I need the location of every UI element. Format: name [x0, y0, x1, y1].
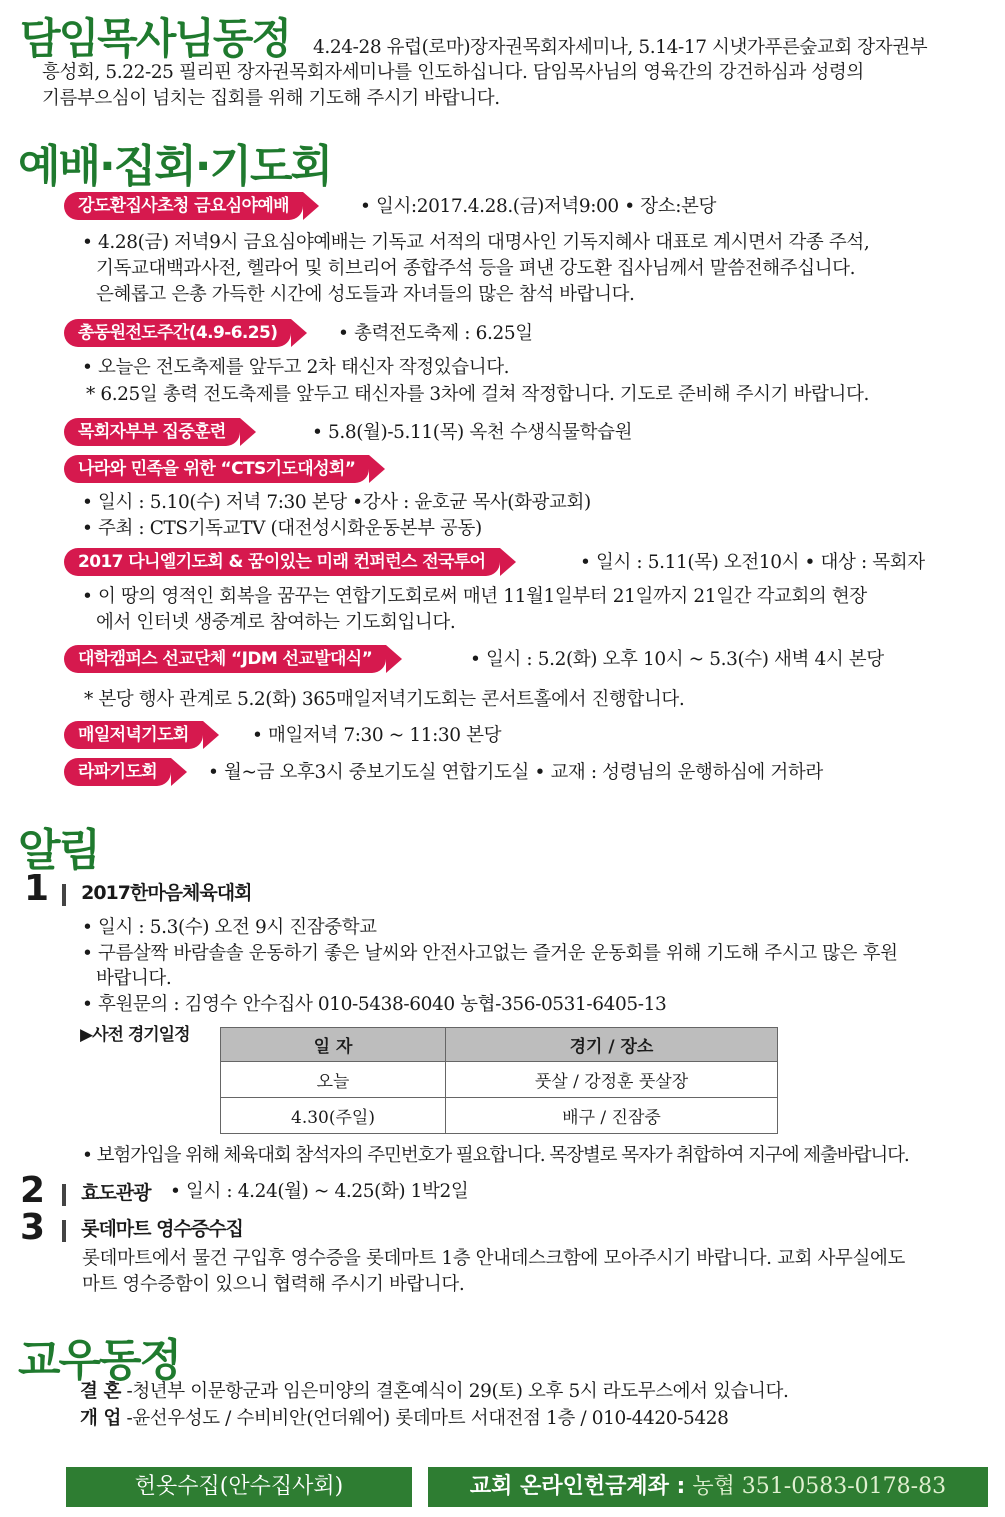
pastor-title: 담임목사님동정	[20, 14, 291, 63]
sports-day-line-3: 바랍니다.	[96, 968, 172, 989]
notice-number-3: 3	[20, 1207, 46, 1248]
table-cell: 풋살 / 강정훈 풋살장	[446, 1062, 778, 1098]
notice-bar-1	[62, 884, 66, 906]
worship-title: 예배·집회·기도회	[18, 141, 331, 192]
daniel-prayer-line-1: • 이 땅의 영적인 회복을 꿈꾸는 연합기도회로써 매년 11월1일부터 21일까지 21일간 각교회의 현장	[82, 586, 867, 607]
pill-rapha-prayer: 라파기도회	[64, 758, 171, 786]
members-title: 교우동정	[18, 1335, 181, 1386]
table-row	[221, 1098, 778, 1134]
jdm-mission-info: • 일시 : 5.2(화) 오후 10시 ~ 5.3(수) 새벽 4시 본당	[470, 649, 884, 670]
sports-day-line-5: • 보험가입을 위해 체육대회 참석자의 주민번호가 필요합니다. 목장별로 목자가 취합하여 지구에 제출바랍니다.	[82, 1145, 909, 1166]
footer-clothes-collection: 헌옷수집(안수집사회)	[66, 1467, 412, 1507]
notice-title: 알림	[18, 825, 100, 876]
notice-1-title: 2017한마음체육대회	[81, 882, 252, 904]
receipt-line-2: 마트 영수증함이 있으니 협력해 주시기 바랍니다.	[82, 1274, 465, 1295]
evangelism-week-line-1: • 오늘은 전도축제를 앞두고 2차 태신자 작정있습니다.	[82, 357, 510, 378]
friday-service-line-3: 은혜롭고 은총 가득한 시간에 성도들과 자녀들의 많은 참석 바랍니다.	[96, 284, 635, 305]
sports-day-line-1: • 일시 : 5.3(수) 오전 9시 진잠중학교	[82, 917, 377, 938]
table-cell: 오늘	[221, 1062, 446, 1098]
friday-service-line-2: 기독교대백과사전, 헬라어 및 히브리어 종합주석 등을 펴낸 강도환 집사님께서 말씀전해주십니다.	[96, 258, 856, 279]
online-offering-label: 교회 온라인헌금계좌 :	[469, 1474, 686, 1499]
pill-cts-prayer: 나라와 민족을 위한 “CTS기도대성회”	[64, 455, 369, 483]
pill-pastor-couple-training: 목회자부부 집중훈련	[64, 418, 240, 446]
cts-prayer-line-1: • 일시 : 5.10(수) 저녁 7:30 본당 •강사 : 윤호균 목사(화광교회)	[82, 492, 591, 513]
wedding-text: -청년부 이문항군과 임은미양의 결혼예식이 29(토) 오후 5시 라도무스에서 있습니다.	[126, 1381, 789, 1402]
table-cell: 4.30(주일)	[221, 1098, 446, 1134]
notice-number-1: 1	[24, 868, 50, 909]
pastor-couple-training-info: • 5.8(월)-5.11(목) 옥천 수생식물학습원	[312, 422, 633, 443]
daniel-prayer-line-2: 에서 인터넷 생중계로 참여하는 기도회입니다.	[96, 612, 456, 633]
table-cell: 배구 / 진잠중	[446, 1098, 778, 1134]
notice-number-2: 2	[20, 1170, 46, 1211]
pill-jdm-mission: 대학캠퍼스 선교단체 “JDM 선교발대식”	[64, 645, 386, 673]
footer-online-offering	[428, 1467, 988, 1507]
pill-friday-service: 강도환집사초청 금요심야예배	[64, 192, 303, 220]
notice-bar-3	[62, 1220, 66, 1242]
pill-evangelism-week: 총동원전도주간(4.9-6.25)	[64, 319, 291, 347]
filial-tour-info: • 일시 : 4.24(월) ~ 4.25(화) 1박2일	[170, 1181, 469, 1202]
sports-day-line-4: • 후원문의 : 김영수 안수집사 010-5438-6040 농협-356-0531-6405-13	[82, 994, 667, 1015]
online-offering-account: 농협 351-0583-0178-83	[692, 1474, 947, 1499]
notice-3-title: 롯데마트 영수증수집	[81, 1218, 243, 1240]
evangelism-week-line-2: * 6.25일 총력 전도축제를 앞두고 태신자를 3차에 걸쳐 작정합니다. 기도로 준비해 주시기 바랍니다.	[86, 384, 869, 405]
pastor-line-3: 기름부으심이 넘치는 집회를 위해 기도해 주시기 바랍니다.	[42, 88, 500, 109]
pre-schedule-label: ▶사전 경기일정	[80, 1025, 190, 1045]
notice-2-title: 효도관광	[81, 1182, 151, 1204]
friday-service-info: • 일시:2017.4.28.(금)저녁9:00 • 장소:본당	[360, 196, 716, 217]
evangelism-week-info: • 총력전도축제 : 6.25일	[338, 323, 533, 344]
rapha-prayer-info: • 월~금 오후3시 중보기도실 연합기도실 • 교재 : 성령님의 운행하심에 거하라	[208, 762, 823, 783]
daniel-prayer-info: • 일시 : 5.11(목) 오전10시 • 대상 : 목회자	[580, 552, 925, 573]
daily-evening-prayer-info: • 매일저녁 7:30 ~ 11:30 본당	[252, 725, 502, 746]
table-row	[221, 1062, 778, 1098]
notice-bar-2	[62, 1184, 66, 1206]
pill-daniel-prayer: 2017 다니엘기도회 & 꿈이있는 미래 컨퍼런스 전국투어	[64, 548, 500, 576]
opening-text: -윤선우성도 / 수비비안(언더웨어) 롯데마트 서대전점 1층 / 010-4420-5428	[126, 1408, 729, 1429]
wedding-label: 결 혼	[80, 1381, 121, 1402]
cts-prayer-line-2: • 주최 : CTS기독교TV (대전성시화운동본부 공동)	[82, 518, 482, 539]
pastor-line-1: 4.24-28 유럽(로마)장자권목회자세미나, 5.14-17 시냇가푸른숲교회 장자권부	[313, 37, 928, 58]
sports-day-line-2: • 구름살짝 바람솔솔 운동하기 좋은 날씨와 안전사고없는 즐거운 운동회를 위해 기도해 주시고 많은 후원	[82, 943, 898, 964]
pre-schedule-table	[220, 1027, 778, 1134]
table-header: 경기 / 장소	[446, 1028, 778, 1062]
receipt-line-1: 롯데마트에서 물건 구입후 영수증을 롯데마트 1층 안내데스크함에 모아주시기 바랍니다. 교회 사무실에도	[82, 1248, 905, 1269]
opening-label: 개 업	[80, 1408, 121, 1429]
pill-daily-evening-prayer: 매일저녁기도회	[64, 721, 203, 749]
friday-service-line-1: • 4.28(금) 저녁9시 금요심야예배는 기독교 서적의 대명사인 기독지혜사 대표로 계시면서 각종 주석,	[82, 232, 870, 253]
pastor-line-2: 흥성회, 5.22-25 필리핀 장자권목회자세미나를 인도하십니다. 담임목사님의 영육간의 강건하심과 성령의	[42, 62, 864, 83]
jdm-mission-note: * 본당 행사 관계로 5.2(화) 365매일저녁기도회는 콘서트홀에서 진행합니다.	[84, 689, 685, 710]
table-header: 일 자	[221, 1028, 446, 1062]
